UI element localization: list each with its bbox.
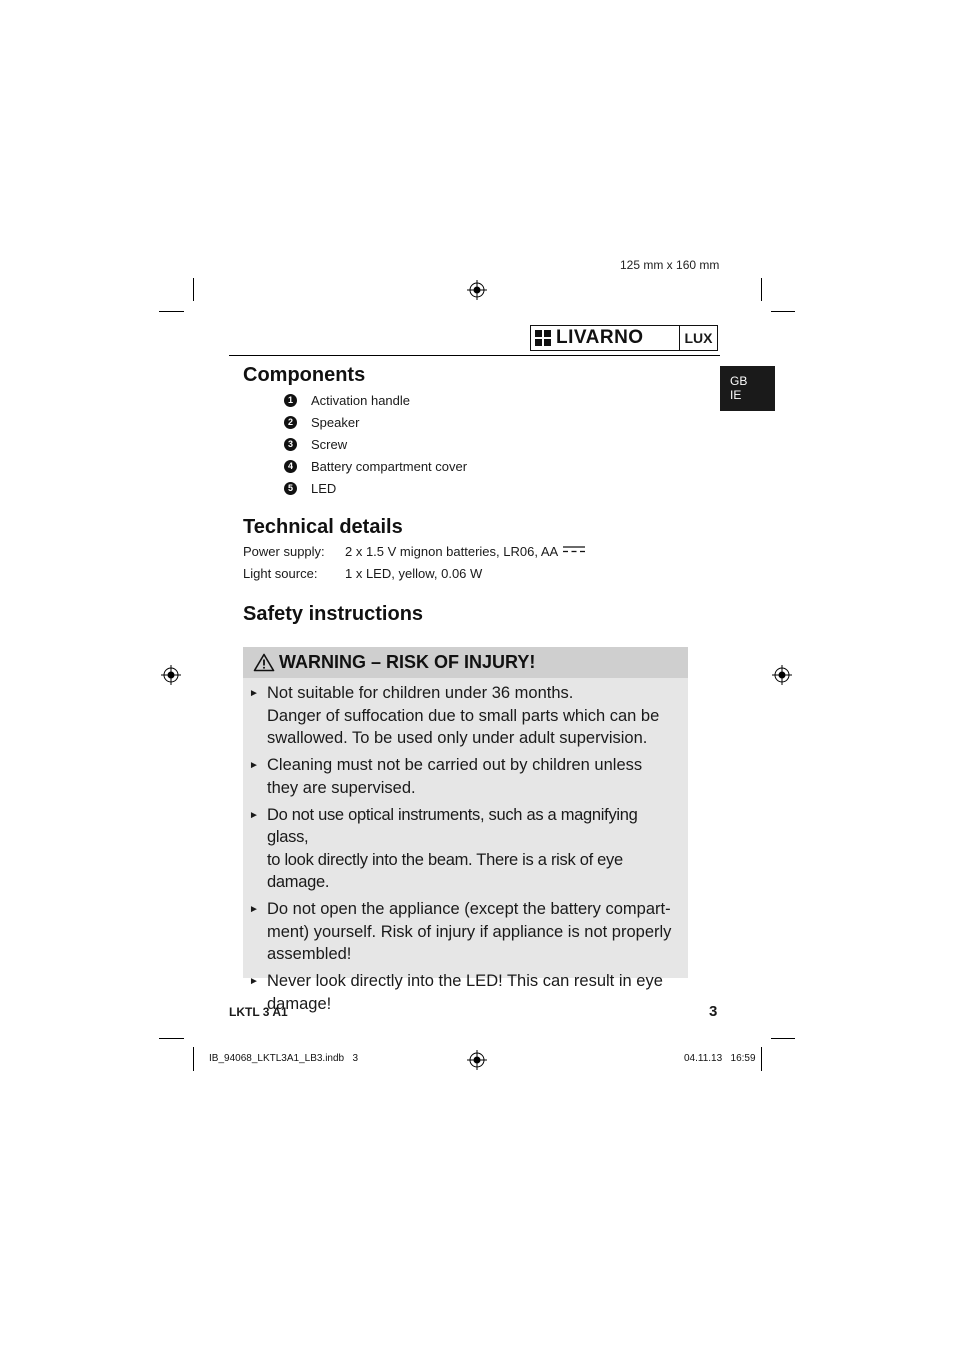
component-label: LED — [311, 480, 337, 496]
bullet-arrow-icon: ► — [249, 809, 259, 821]
text-line: ment) yourself. Risk of injury if appliance is not properly — [267, 922, 672, 941]
section-heading-components: Components — [243, 364, 366, 386]
warning-text — [267, 804, 680, 894]
crop-mark — [771, 311, 795, 312]
number-badge: 3 — [284, 438, 297, 451]
header-rule — [229, 355, 720, 356]
text-line: to look directly into the beam. There is a risk of eye damage. — [267, 850, 623, 891]
text-line: damage! — [267, 994, 332, 1013]
slug-date: 04.11.13 16:59 — [684, 1053, 756, 1064]
logo-lux: LUX — [680, 325, 718, 351]
text-line: Do not use optical instruments, such as a magnifying glass, — [267, 805, 638, 846]
component-label: Screw — [311, 436, 348, 452]
direct-current-icon — [562, 544, 586, 554]
registration-mark-icon — [772, 665, 792, 685]
warning-text — [267, 682, 680, 750]
tech-label: Power supply: — [243, 544, 325, 559]
text-line: swallowed. To be used only under adult supervision. — [267, 729, 648, 747]
warning-text — [267, 898, 680, 966]
page-number: 3 — [709, 1003, 718, 1020]
bullet-arrow-icon: ► — [249, 976, 259, 987]
warning-text — [267, 754, 680, 799]
logo-brand: LIVARNO — [556, 327, 644, 348]
tech-row — [243, 566, 482, 581]
logo-squares-icon — [535, 330, 551, 346]
warning-text — [267, 970, 680, 1015]
footer-model: LKTL 3 A1 — [229, 1005, 288, 1019]
text-line: Danger of suffocation due to small parts which can be — [267, 706, 660, 725]
lang-code: GB — [730, 374, 748, 388]
warning-list — [243, 678, 688, 1015]
components-list — [284, 389, 467, 499]
registration-mark-icon — [161, 665, 181, 685]
tech-value: 1 x LED, yellow, 0.06 W — [345, 566, 483, 581]
text-line: Not suitable for children under 36 months. — [267, 684, 574, 702]
crop-mark — [761, 1047, 762, 1071]
crop-mark — [159, 311, 184, 312]
component-label: Speaker — [311, 414, 360, 430]
bullet-arrow-icon: ► — [249, 760, 259, 771]
list-item — [284, 477, 467, 499]
crop-mark — [159, 1038, 184, 1039]
tech-label: Light source: — [243, 566, 318, 581]
warning-box — [243, 647, 688, 1013]
number-badge: 5 — [284, 482, 297, 495]
section-heading-technical: Technical details — [243, 516, 403, 538]
registration-mark-icon — [467, 1050, 487, 1070]
list-item — [249, 682, 680, 750]
bullet-arrow-icon: ► — [249, 904, 259, 915]
warning-triangle-icon — [253, 653, 275, 672]
crop-mark — [761, 278, 762, 301]
warning-title: WARNING – RISK OF INJURY! — [279, 652, 536, 672]
crop-mark — [771, 1038, 795, 1039]
list-item — [284, 433, 467, 455]
brand-logo — [530, 325, 718, 351]
bullet-arrow-icon: ► — [249, 688, 259, 699]
list-item — [284, 455, 467, 477]
text-line: Do not open the appliance (except the battery compart- — [267, 900, 671, 918]
registration-mark-icon — [467, 280, 487, 300]
text-line: Cleaning must not be carried out by children unless — [267, 756, 643, 774]
text-line: Never look directly into the LED! This can result in eye — [267, 972, 663, 990]
crop-mark — [193, 1047, 194, 1071]
number-badge: 4 — [284, 460, 297, 473]
logo-main — [530, 325, 680, 351]
text-line: assembled! — [267, 945, 352, 963]
language-tab — [720, 366, 775, 411]
section-heading-safety: Safety instructions — [243, 603, 424, 625]
number-badge: 2 — [284, 416, 297, 429]
warning-header — [243, 647, 688, 678]
list-item — [249, 898, 680, 966]
list-item — [249, 754, 680, 799]
list-item — [249, 970, 680, 1015]
tech-row — [243, 544, 586, 559]
list-item — [284, 389, 467, 411]
crop-mark — [193, 278, 194, 301]
format-label: 125 mm x 160 mm — [620, 258, 720, 272]
lang-code: IE — [730, 388, 742, 402]
number-badge: 1 — [284, 394, 297, 407]
tech-value: 2 x 1.5 V mignon batteries, LR06, AA — [345, 544, 559, 559]
slug-file: IB_94068_LKTL3A1_LB3.indb 3 — [209, 1053, 359, 1064]
list-item — [249, 804, 680, 894]
list-item — [284, 411, 467, 433]
component-label: Activation handle — [311, 392, 411, 408]
component-label: Battery compartment cover — [311, 458, 468, 474]
text-line: they are supervised. — [267, 778, 416, 797]
